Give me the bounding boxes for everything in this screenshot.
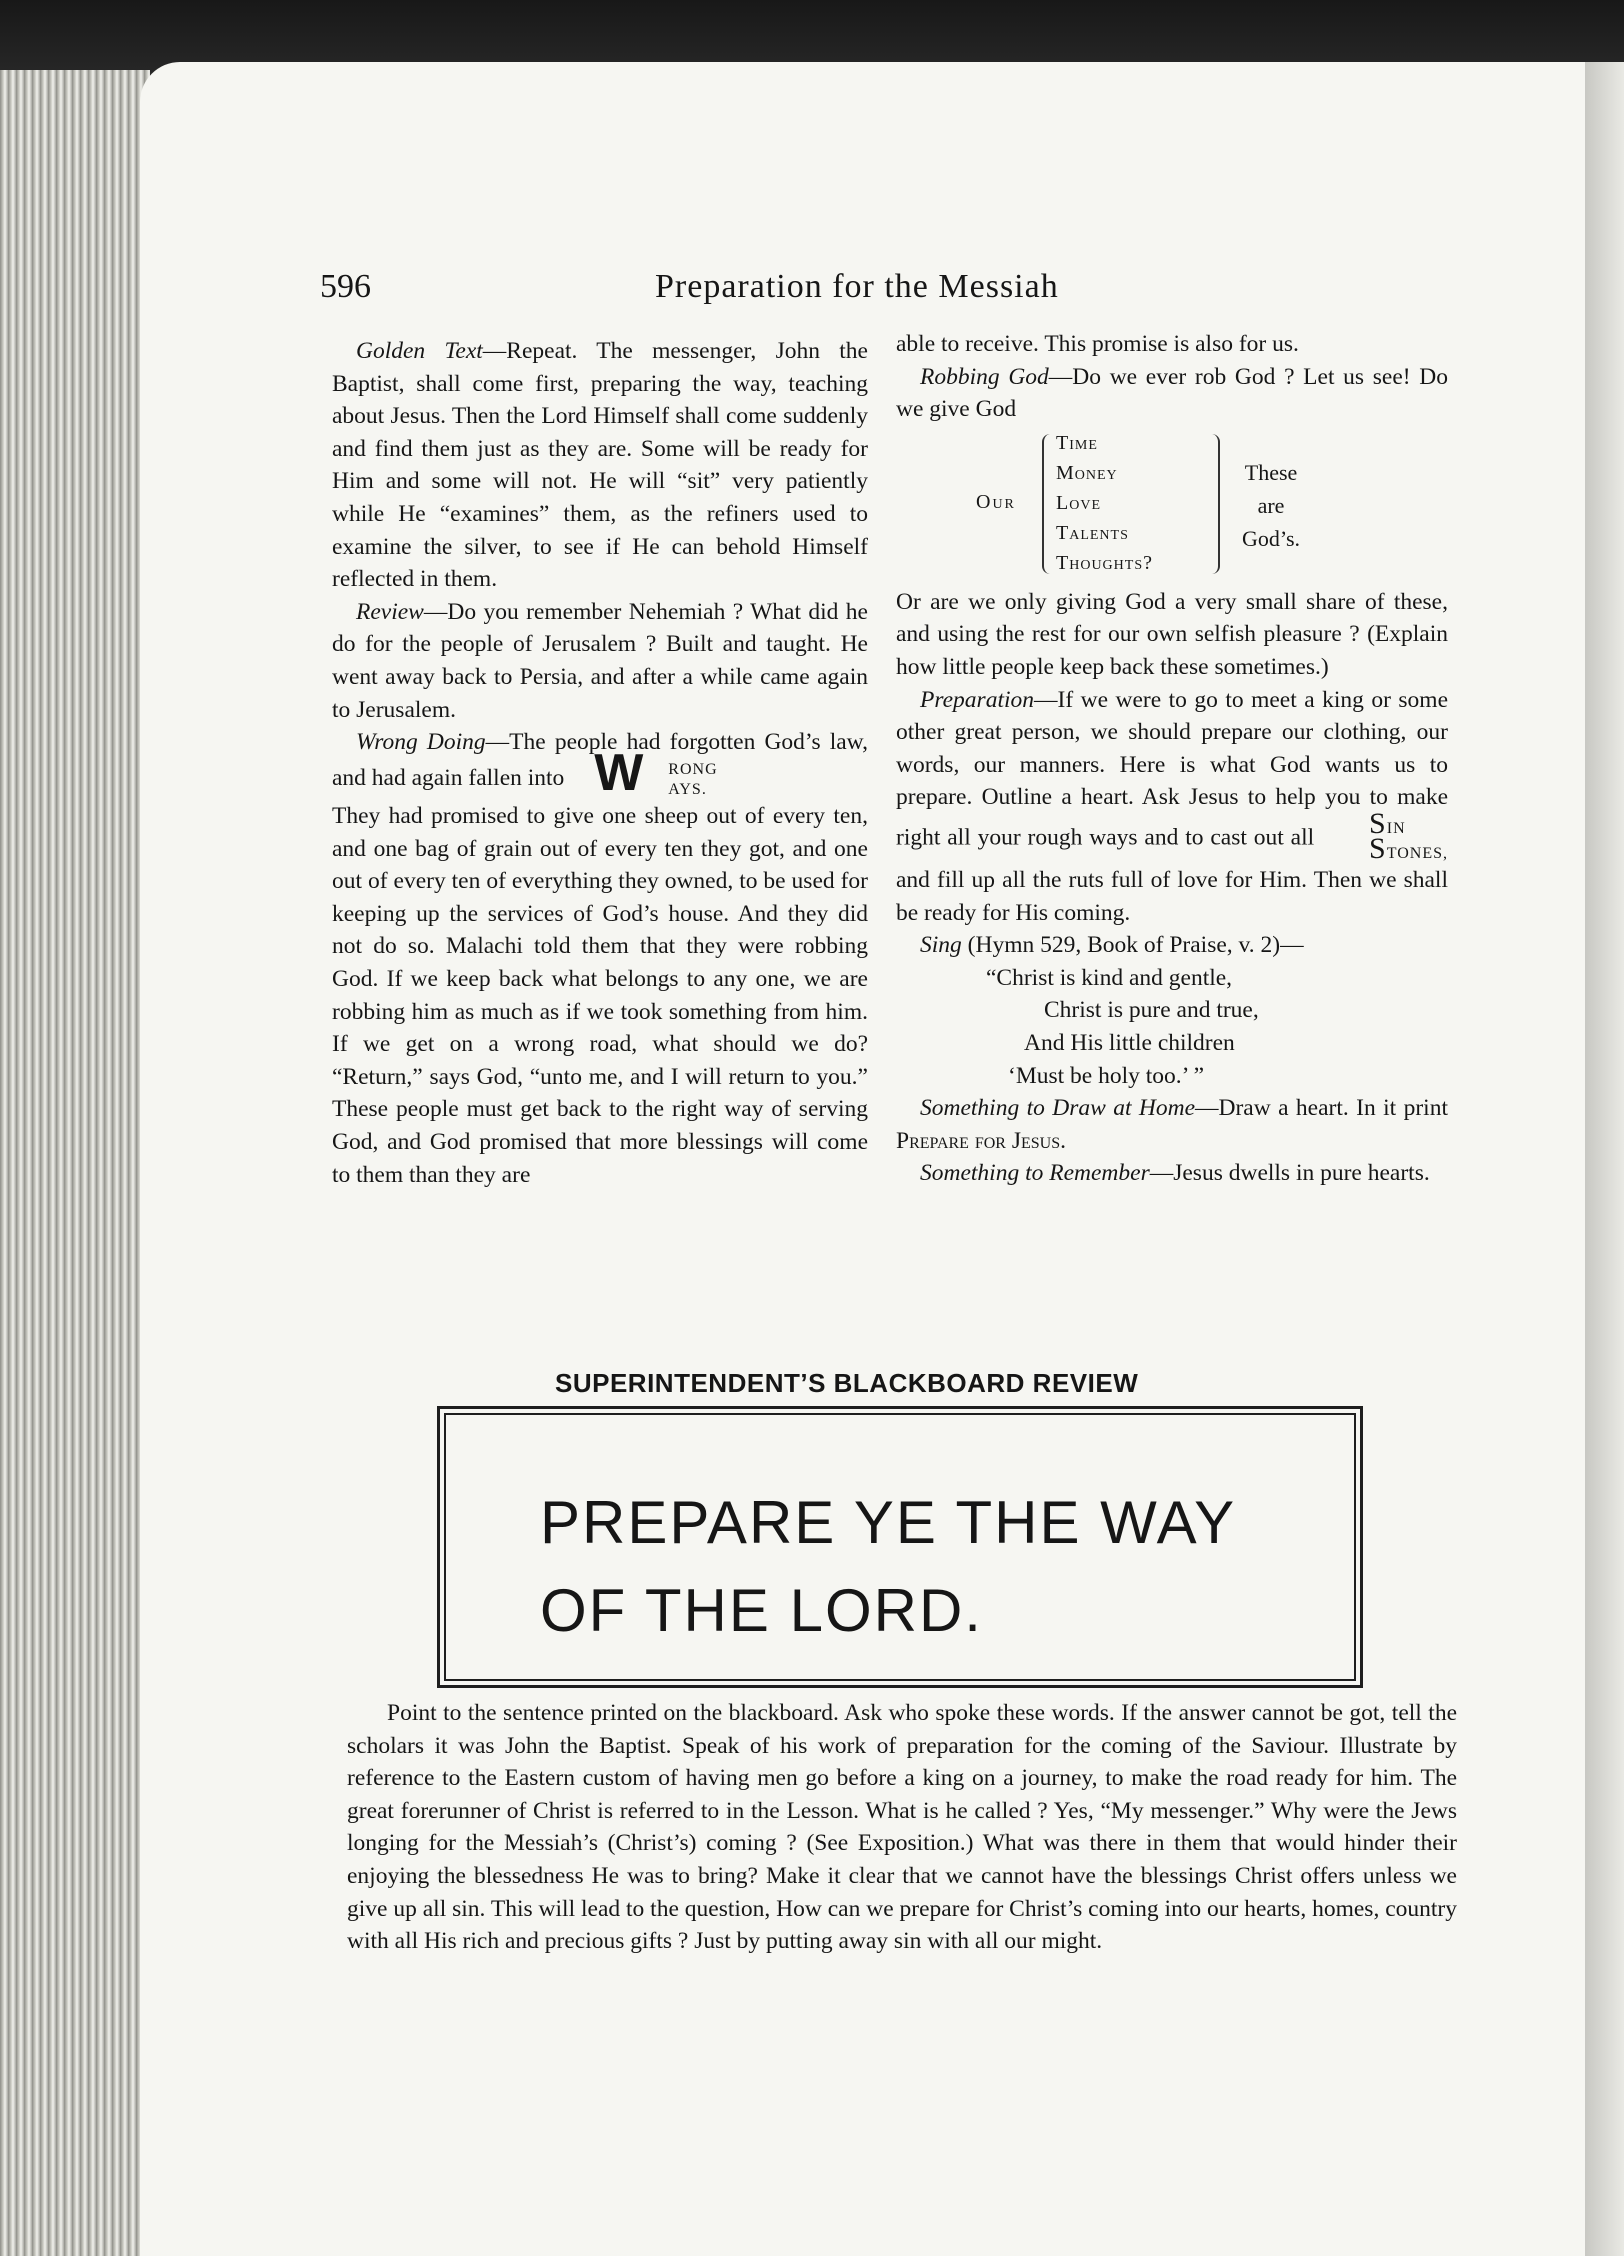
stones-rest: TONES, <box>1386 844 1448 862</box>
golden-text-body: —Repeat. The messenger, John the Baptist, shall come first, preparing the way, teaching about Jesus. Then the Lord Himself shall come suddenly and find them just as they are. Some will be ready for Him and some will not. He will “sit” very patiently while He “examines” them, as the refiners used to examine the silver, to see if He can behold Himself reflected in them. <box>332 338 868 593</box>
sing-body: (Hymn 529, Book of Praise, v. 2)— <box>967 932 1304 959</box>
robbing-god-label: Robbing God <box>920 363 1049 390</box>
golden-text-label: Golden Text <box>356 338 483 364</box>
blackboard-line: OF THE LORD. <box>540 1577 983 1644</box>
blackboard-text <box>540 1479 1300 1655</box>
wrong-ways-cap: W <box>594 743 645 802</box>
wrong-doing-body-a: —The people had forgotten God’s law, and had again fallen into <box>332 729 868 791</box>
talents-item: Thoughts? <box>1056 551 1153 574</box>
draw-at-home-label: Something to Draw at Home <box>920 1095 1196 1122</box>
golden-text-paragraph <box>332 335 868 596</box>
draw-at-home-paragraph <box>896 1092 1448 1157</box>
robbing-god-body: —Do we ever rob God ? Let us see! Do we give God <box>896 363 1448 423</box>
continued-paragraph: able to receive. This promise is also for us. <box>896 331 1299 357</box>
talents-item: Talents <box>1056 521 1129 544</box>
these-line: God’s. <box>1242 525 1301 551</box>
blackboard-explanation: Point to the sentence printed on the blackboard. Ask who spoke these words. If the answer cannot be got, tell the scholars it was John the Baptist. Speak of his work of preparation for the coming of the Saviour. Illustrate by reference to the Eastern custom of having men go before a king on a journey, to make the road ready for him. The great forerunner of Christ is referred to in the Lesson. What is he called ? Yes, “My messenger.” Why were the Jews longing for the Messiah’s (Christ’s) coming ? (See Exposition.) What was there in them that would hinder their enjoying the blessedness He was to bring? Make it clear that we cannot have the blessings Christ offers unless we give up all sin. This will lead to the question, How can we prepare for Christ’s coming into our hearts, homes, country with all His rich and precious gifts ? Just by putting away sin with all our might. <box>347 1700 1457 1955</box>
hymn-line: Christ is pure and true, <box>1044 997 1259 1024</box>
right-column <box>896 328 1448 1190</box>
talents-item: Money <box>1056 461 1118 484</box>
book-page-edges <box>0 70 150 2256</box>
stones-cap: S <box>1369 831 1387 865</box>
draw-at-home-body: —Draw a heart. In it print <box>1195 1095 1448 1122</box>
sing-paragraph <box>896 929 1448 962</box>
preparation-label: Preparation <box>920 686 1035 713</box>
page-number: 596 <box>320 268 371 305</box>
preparation-body-a: —If we were to go to meet a king or some other great person, we should prepare our clothing, our words, our manners. Here is what God wants us to prepare. Outline a heart. Ask Jesus to help you to make right all your rough ways and to cast out all <box>896 686 1448 851</box>
talents-diagram <box>896 428 1448 580</box>
book-right-edge <box>1585 62 1624 2256</box>
preparation-body-b: and fill up all the ruts full of love for Him. Then we shall be ready for His coming. <box>896 866 1448 926</box>
talents-our: Our <box>976 490 1016 513</box>
sing-label: Sing <box>920 932 962 959</box>
wrong-ways-bottom: AYS. <box>668 781 707 799</box>
preparation-paragraph <box>896 684 1448 930</box>
left-column <box>332 335 868 1191</box>
remember-paragraph <box>896 1157 1448 1190</box>
sin-rest: IN <box>1386 819 1406 837</box>
prepare-for-jesus: Prepare for Jesus. <box>896 1127 1066 1154</box>
wrong-doing-label: Wrong Doing <box>356 729 486 756</box>
talents-these-are-gods <box>1242 456 1300 555</box>
running-title: Preparation for the Messiah <box>655 268 1059 305</box>
hymn-line: And His little children <box>1024 1029 1235 1056</box>
sin-cap: S <box>1369 806 1387 840</box>
hymn-line: “Christ is kind and gentle, <box>986 964 1233 991</box>
these-line: are <box>1257 492 1285 518</box>
talents-list <box>1056 428 1153 578</box>
these-line: These <box>1244 459 1298 485</box>
wrong-ways-art <box>570 743 718 802</box>
hymn-line: ‘Must be holy too.’ ” <box>1008 1062 1205 1089</box>
remember-body: —Jesus dwells in pure hearts. <box>1149 1160 1430 1187</box>
blackboard-line: PREPARE YE THE WAY <box>540 1489 1237 1556</box>
sin-stones-art <box>1321 806 1448 865</box>
blackboard-heading: SUPERINTENDENT’S BLACKBOARD REVIEW <box>555 1368 1139 1398</box>
wrong-ways-top: RONG <box>668 761 718 779</box>
talents-left-brace <box>1042 434 1054 574</box>
review-label: Review <box>356 598 424 625</box>
wrong-doing-continued: They had promised to give one sheep out of every ten, and one bag of grain out of every ten they got, and one out of every ten of everything they owned, to be used for keeping up the services of God’s house. And they did not do so. Malachi told them that they were robbing God. If we keep back what belongs to any one, we are robbing him as much as if we took something from him. If we get on a wrong road, what should we do? “Return,” says God, “unto me, and I will return to you.” These people must get back to the right way of serving God, and God promised that more blessings will come to them than they are <box>332 803 868 1188</box>
wrong-doing-paragraph <box>332 726 868 800</box>
talents-item: Love <box>1056 491 1101 514</box>
remember-label: Something to Remember <box>920 1160 1150 1187</box>
review-body: —Do you remember Nehemiah ? What did he do for the people of Jerusalem ? Built and taught. He went away back to Persia, and after a while came again to Jerusalem. <box>332 598 868 723</box>
talents-item: Time <box>1056 431 1098 454</box>
robbing-god-paragraph <box>896 361 1448 426</box>
blackboard-box <box>437 1406 1363 1688</box>
talents-right-brace <box>1208 434 1220 574</box>
share-paragraph: Or are we only giving God a very small share of these, and using the rest for our own selfish pleasure ? (Explain how little people keep back these sometimes.) <box>896 588 1448 680</box>
review-paragraph <box>332 596 868 726</box>
